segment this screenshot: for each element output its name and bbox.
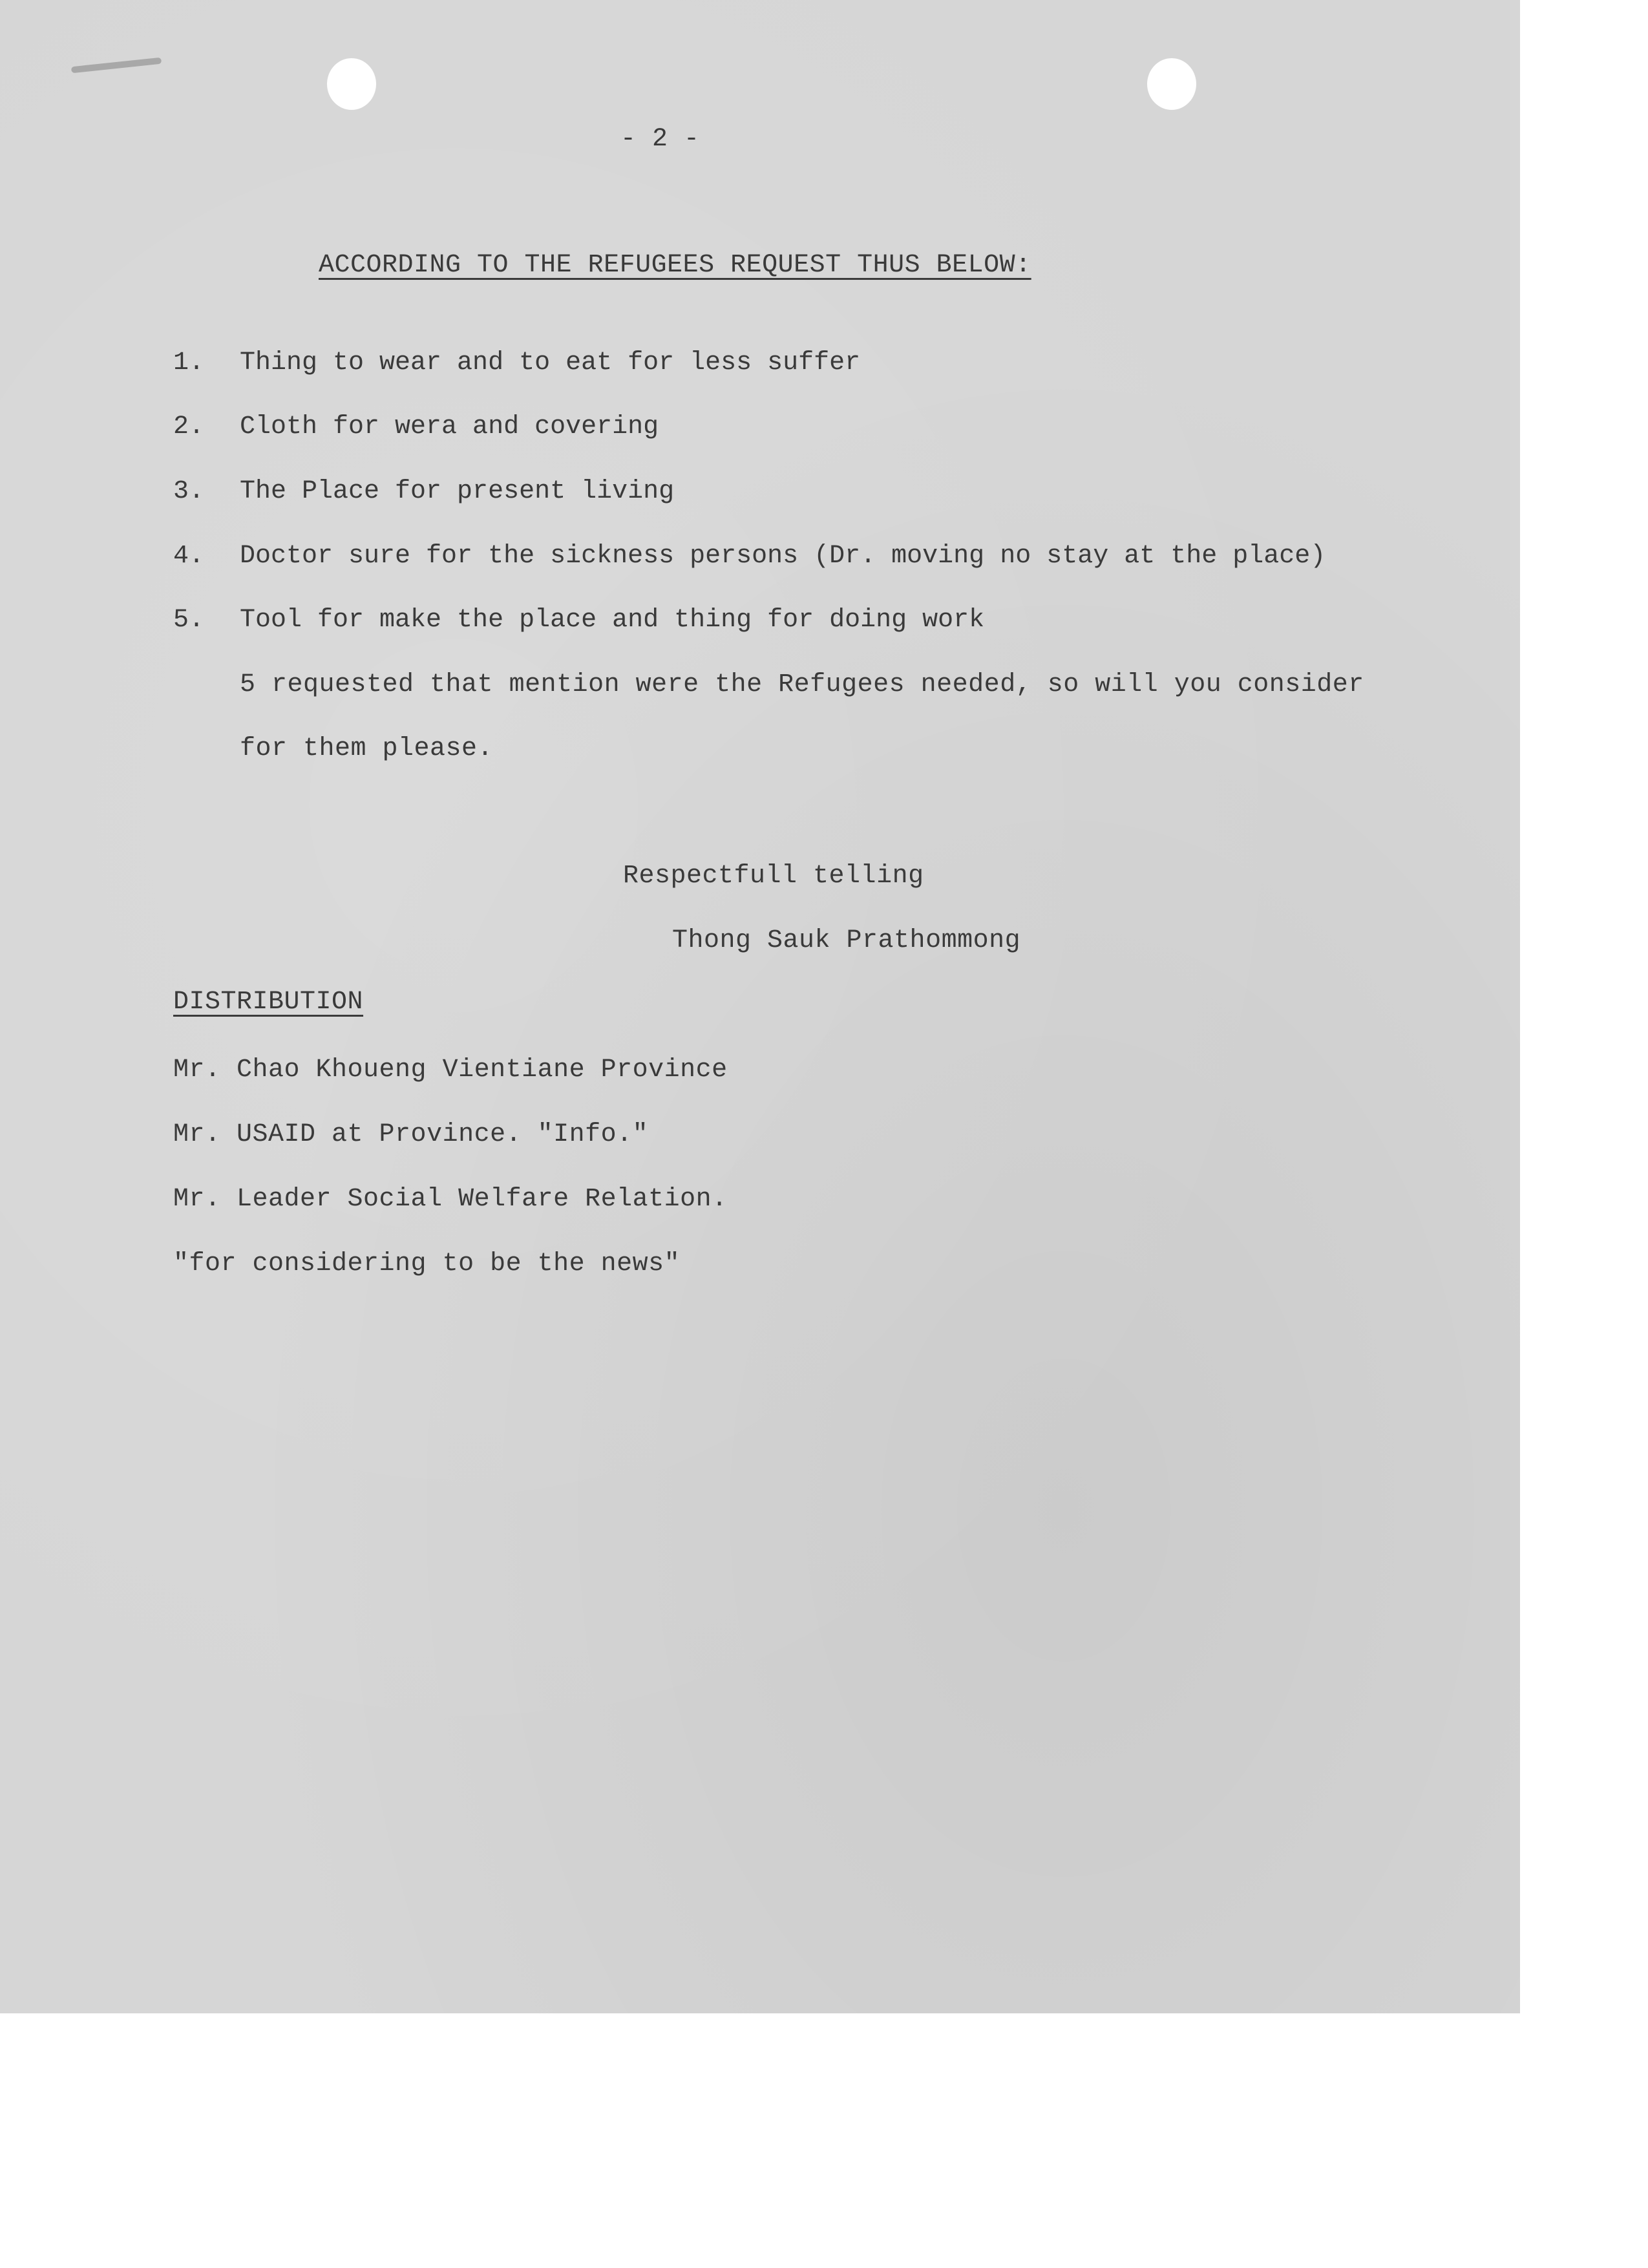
closing-salutation: Respectfull telling	[623, 862, 924, 891]
list-item-text: Doctor sure for the sickness persons (Dr. moving no stay at the place)	[240, 542, 1326, 571]
request-note-line: for them please.	[240, 734, 494, 763]
list-item-number: 1.	[173, 348, 205, 377]
ink-smudge	[71, 58, 162, 74]
distribution-line: Mr. USAID at Province. "Info."	[173, 1120, 649, 1149]
list-item-number: 5.	[173, 606, 205, 635]
distribution-line: Mr. Leader Social Welfare Relation.	[173, 1185, 728, 1214]
page-number: - 2 -	[620, 125, 700, 154]
request-note-line: 5 requested that mention were the Refugees needed, so will you consider	[240, 670, 1364, 699]
signature-name: Thong Sauk Prathommong	[672, 926, 1021, 955]
distribution-line: "for considering to be the news"	[173, 1249, 681, 1278]
list-item-text: Tool for make the place and thing for doing work	[240, 606, 985, 635]
list-item-number: 3.	[173, 477, 205, 506]
distribution-heading: DISTRIBUTION	[173, 988, 364, 1017]
punch-hole-right	[1147, 58, 1196, 110]
list-item-text: Cloth for wera and covering	[240, 412, 659, 441]
list-item-text: Thing to wear and to eat for less suffer	[240, 348, 861, 377]
list-item-number: 4.	[173, 542, 205, 571]
list-item-number: 2.	[173, 412, 205, 441]
distribution-line: Mr. Chao Khoueng Vientiane Province	[173, 1055, 728, 1085]
request-heading: ACCORDING TO THE REFUGEES REQUEST THUS BELOW:	[319, 251, 1031, 280]
list-item-text: The Place for present living	[240, 477, 675, 506]
punch-hole-left	[327, 58, 376, 110]
